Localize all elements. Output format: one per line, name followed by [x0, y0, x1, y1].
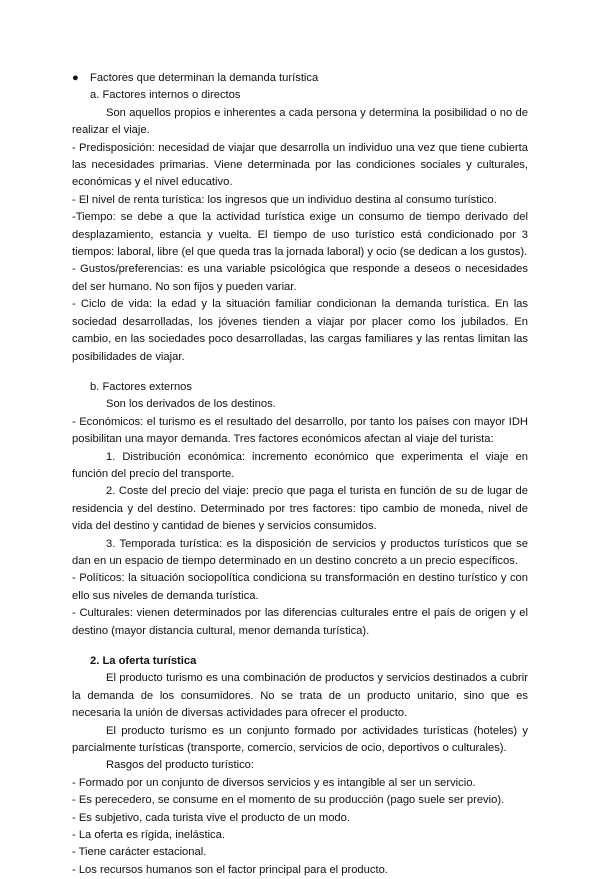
list-item: - Ciclo de vida: la edad y la situación familiar condicionan la demanda turística. En las sociedad desarrolladas, los jóvenes tienden a viajar por placer como los jubilados. En cambio, en las sociedades poco desarrolladas, las cargas familiares y las rentas limitan las posibilidades de viajar. — [72, 298, 528, 363]
paragraph: El producto turismo es una combinación de productos y servicios destinados a cubrir la demanda de los consumidores. No se trata de un producto unitario, sino que es necesaria la unión de diversas actividades para ofrecer el producto. — [72, 672, 528, 720]
list-item: -Tiempo: se debe a que la actividad turística exige un consumo de tiempo derivado del desplazamiento, estancia y vuelta. El tiempo de uso turístico está condicionado por 3 tiempos: laboral, libre (el que queda tras la jornada laboral) y ocio (se dedican a los gustos). — [72, 211, 528, 259]
list-item: - Es subjetivo, cada turista vive el producto de un modo. — [72, 811, 350, 824]
list-item: - Políticos: la situación sociopolítica condiciona su transformación en destino turístico y con ello sus niveles de demanda turística. — [72, 572, 528, 602]
subheading-b: b. Factores externos — [90, 380, 192, 393]
list-item: - Predisposición: necesidad de viajar que desarrolla un individuo una vez que tiene cubierta las necesidades primarias. Viene determinada por las condiciones sociales y culturales, económicas y el nivel educativo. — [72, 141, 528, 189]
list-item: - Gustos/preferencias: es una variable psicológica que responde a deseos o necesidades del ser humano. No son fijos y pueden variar. — [72, 263, 528, 293]
section-heading: 2. La oferta turística — [90, 655, 197, 667]
list-item: - La oferta es rígida, inelástica. — [72, 829, 225, 842]
numbered-item: 3. Temporada turística: es la disposición de servicios y productos turísticos que se dan en un espacio de tiempo determinado en un destino concreto a un precio específicos. — [72, 537, 528, 567]
list-item: - Los recursos humanos son el factor principal para el producto. — [72, 863, 388, 876]
numbered-item: 1. Distribución económica: incremento económico que experimenta el viaje en función del precio del transporte. — [72, 450, 528, 480]
numbered-item: 2. Coste del precio del viaje: precio que paga el turista en función de su de lugar de residencia y del destino. Determinado por tres factores: tipo cambio de moneda, nivel de vida del destino y cantidad de bienes y servicios consumidos. — [72, 485, 528, 533]
document-page — [72, 70, 528, 879]
paragraph: Son los derivados de los destinos. — [106, 398, 276, 411]
paragraph: El producto turismo es un conjunto formado por actividades turísticas (hoteles) y parcialmente turísticas (transporte, comercio, servicios de ocio, deportivos o culturales). — [72, 724, 528, 755]
paragraph: Rasgos del producto turístico: — [106, 759, 254, 772]
subheading-a: a. Factores internos o directos — [90, 89, 241, 102]
list-item: - El nivel de renta turística: los ingresos que un individuo destina al consumo turístico. — [72, 193, 497, 206]
list-item: - Culturales: vienen determinados por las diferencias culturales entre el país de origen y el destino (mayor distancia cultural, menor demanda turística). — [72, 607, 528, 637]
bullet-item: ● Factores que determinan la demanda turística — [72, 70, 528, 87]
list-item: - Es perecedero, se consume en el momento de su producción (pago suele ser previo). — [72, 794, 505, 807]
list-item: - Económicos: el turismo es el resultado del desarrollo, por tanto los países con mayor IDH posibilitan una mayor demanda. Tres factores económicos afectan al viaje del turista: — [72, 415, 528, 446]
list-item: - Tiene carácter estacional. — [72, 846, 207, 859]
bullet-dot-icon: ● — [72, 72, 79, 84]
paragraph: Son aquellos propios e inherentes a cada persona y determina la posibilidad o no de realizar el viaje. — [72, 106, 528, 137]
list-item: - Formado por un conjunto de diversos servicios y es intangible al ser un servicio. — [72, 776, 476, 789]
